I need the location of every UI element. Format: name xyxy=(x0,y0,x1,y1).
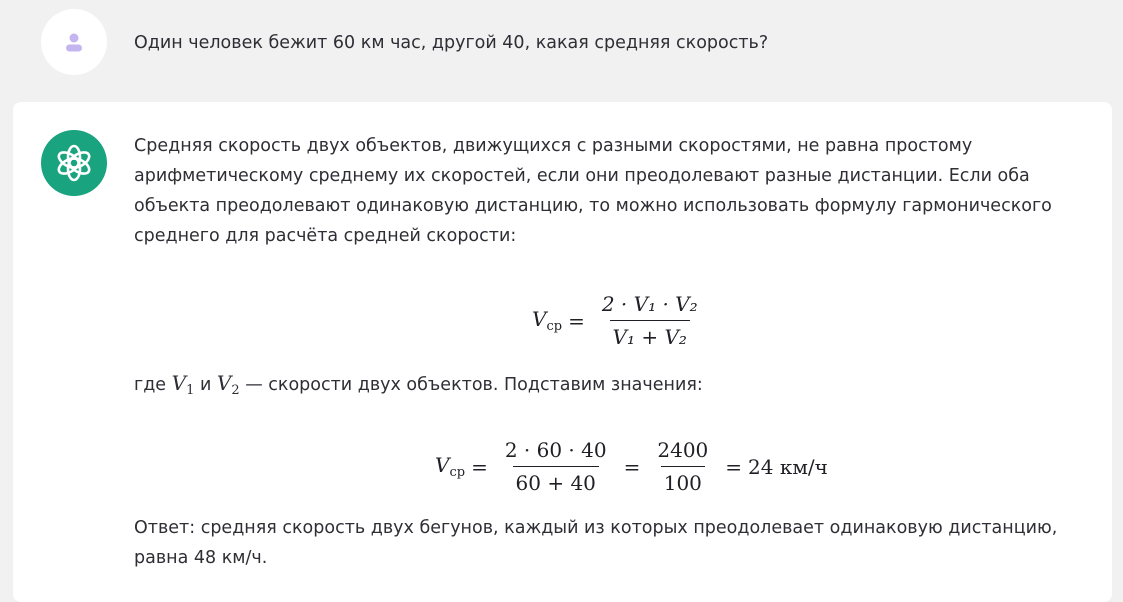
text-line: Средняя скорость двух объектов, движущихся с разными скоростями, не равна простому xyxy=(134,136,973,156)
assistant-message-card xyxy=(13,102,1112,602)
formula-fraction xyxy=(654,438,711,495)
text-and: и xyxy=(199,375,212,395)
user-message-row xyxy=(0,0,1123,100)
equals-sign: = xyxy=(568,308,585,333)
formula-result: 24 км/ч xyxy=(748,454,828,479)
user-avatar xyxy=(41,9,107,75)
equals-sign: = xyxy=(725,454,743,479)
user-icon xyxy=(63,31,85,53)
formula-lhs: $V_{ср}$ xyxy=(435,453,466,480)
substitution-formula xyxy=(435,438,828,495)
openai-logo-icon xyxy=(54,143,94,183)
fraction-numerator: 2 · V₁ · V₂ xyxy=(601,292,698,316)
formula-lhs: $V_{ср}$ xyxy=(532,307,563,334)
fraction-denominator: V₁ + V₂ xyxy=(610,320,690,349)
assistant-avatar xyxy=(41,130,107,196)
answer-paragraph-variables xyxy=(134,368,703,406)
answer-paragraph-intro xyxy=(134,131,1052,251)
text-line: среднего для расчёта средней скорости: xyxy=(134,226,517,246)
text-line: равна 48 км/ч. xyxy=(134,548,268,568)
var-v1: $V_1$ xyxy=(171,371,195,398)
text-line: объекта преодолевают одинаковую дистанцию, то можно использовать формулу гармонического xyxy=(134,196,1052,216)
text-suffix: — скорости двух объектов. Подставим значения: xyxy=(245,375,703,395)
harmonic-mean-formula xyxy=(532,292,709,349)
formula-fraction xyxy=(599,292,701,349)
fraction-numerator: 2400 xyxy=(657,438,709,462)
text-where: где xyxy=(134,375,167,395)
formula-fraction xyxy=(502,438,610,495)
text-line: арифметическому среднему их скоростей, если они преодолевают разные дистанции. Если оба xyxy=(134,166,1030,186)
user-message-text: Один человек бежит 60 км час, другой 40, какая средняя скорость? xyxy=(134,33,769,53)
var-v2: $V_2$ xyxy=(216,371,240,398)
equals-sign: = xyxy=(471,454,488,479)
fraction-numerator: 2 · 60 · 40 xyxy=(504,438,607,462)
answer-paragraph-conclusion xyxy=(134,513,1057,573)
fraction-denominator: 100 xyxy=(661,466,705,495)
fraction-denominator: 60 + 40 xyxy=(513,466,599,495)
equals-sign: = xyxy=(623,454,641,479)
text-line: Ответ: средняя скорость двух бегунов, каждый из которых преодолевает одинаковую дистанцию, xyxy=(134,518,1058,538)
